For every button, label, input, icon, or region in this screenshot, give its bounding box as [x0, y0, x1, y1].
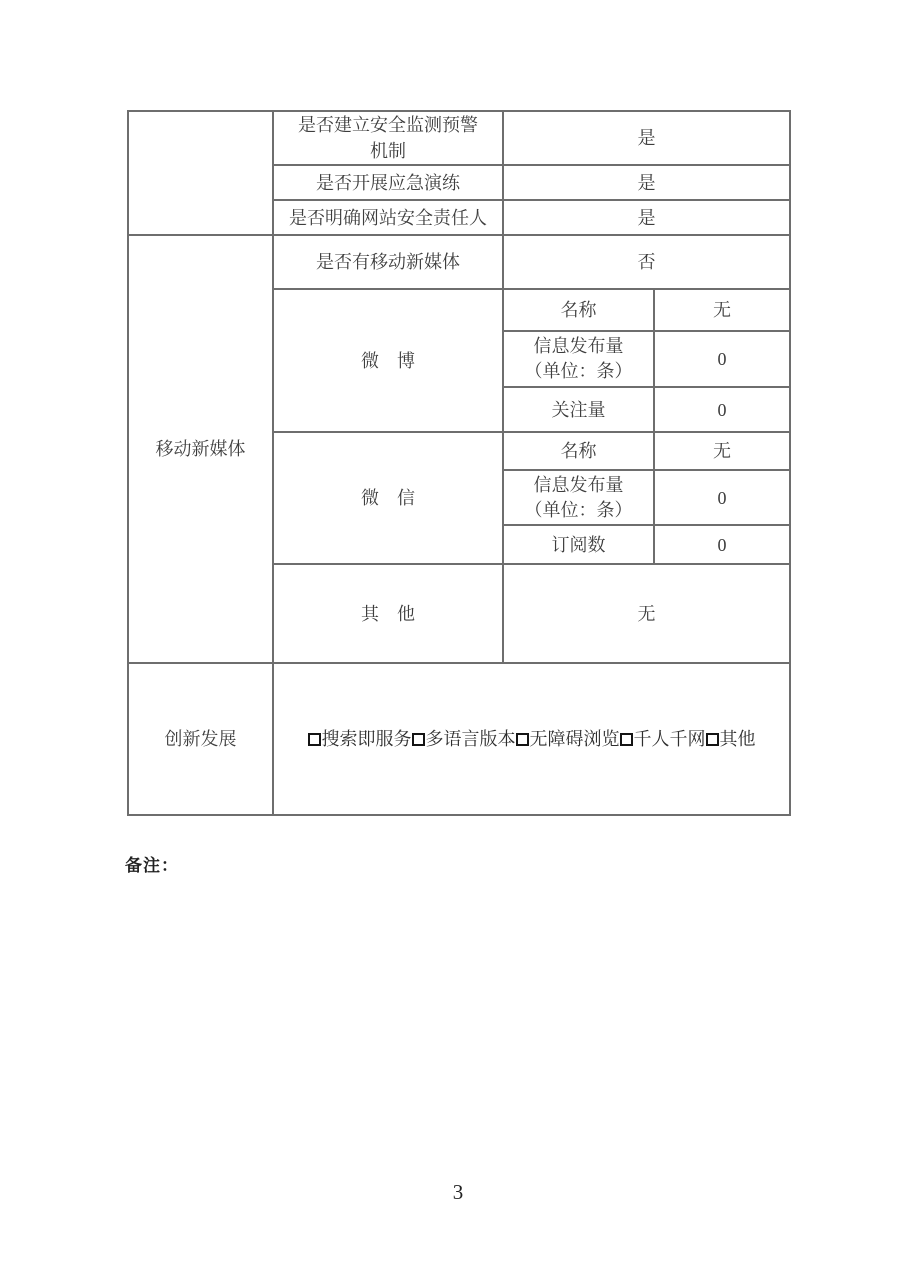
checkbox-icon [620, 733, 633, 746]
checkbox-icon [516, 733, 529, 746]
group-label-wechat: 微 信 [273, 432, 503, 564]
wechat-posts-value: 0 [654, 470, 790, 525]
weibo-posts-label: 信息发布量 （单位：条） [503, 331, 654, 387]
security-officer-value: 是 [503, 200, 790, 235]
security-monitor-value: 是 [503, 111, 790, 165]
checkbox-icon [706, 733, 719, 746]
group-label-weibo: 微 博 [273, 289, 503, 432]
weibo-name-value: 无 [654, 289, 790, 331]
security-officer-label: 是否明确网站安全责任人 [273, 200, 503, 235]
innovation-options-cell [273, 663, 790, 815]
innovation-option: 无障碍浏览 [516, 726, 620, 752]
section-label-innovation: 创新发展 [128, 663, 273, 815]
wechat-subscribers-label: 订阅数 [503, 525, 654, 564]
wechat-posts-label: 信息发布量 （单位：条） [503, 470, 654, 525]
innovation-options-line [276, 726, 787, 752]
innovation-option: 搜索即服务 [308, 726, 412, 752]
table-row [128, 111, 790, 165]
notes-label: 备注： [125, 856, 179, 875]
innovation-option: 千人千网 [620, 726, 706, 752]
weibo-followers-label: 关注量 [503, 387, 654, 432]
has-mobile-media-label: 是否有移动新媒体 [273, 235, 503, 289]
security-monitor-label: 是否建立安全监测预警机制 [273, 111, 503, 165]
section-cell-continued [128, 111, 273, 235]
innovation-option: 其他 [706, 726, 756, 752]
wechat-subscribers-value: 0 [654, 525, 790, 564]
weibo-name-label: 名称 [503, 289, 654, 331]
emergency-drill-value: 是 [503, 165, 790, 200]
other-media-value: 无 [503, 564, 790, 663]
weibo-followers-value: 0 [654, 387, 790, 432]
wechat-name-value: 无 [654, 432, 790, 470]
table-row [128, 663, 790, 815]
has-mobile-media-value: 否 [503, 235, 790, 289]
table-row [128, 235, 790, 289]
innovation-option: 多语言版本 [412, 726, 516, 752]
wechat-name-label: 名称 [503, 432, 654, 470]
weibo-posts-value: 0 [654, 331, 790, 387]
checkbox-icon [412, 733, 425, 746]
page-number: 3 [452, 1180, 464, 1204]
emergency-drill-label: 是否开展应急演练 [273, 165, 503, 200]
section-label-mobile-media: 移动新媒体 [128, 235, 273, 663]
annual-report-table [127, 110, 791, 816]
other-media-label: 其 他 [273, 564, 503, 663]
checkbox-icon [308, 733, 321, 746]
